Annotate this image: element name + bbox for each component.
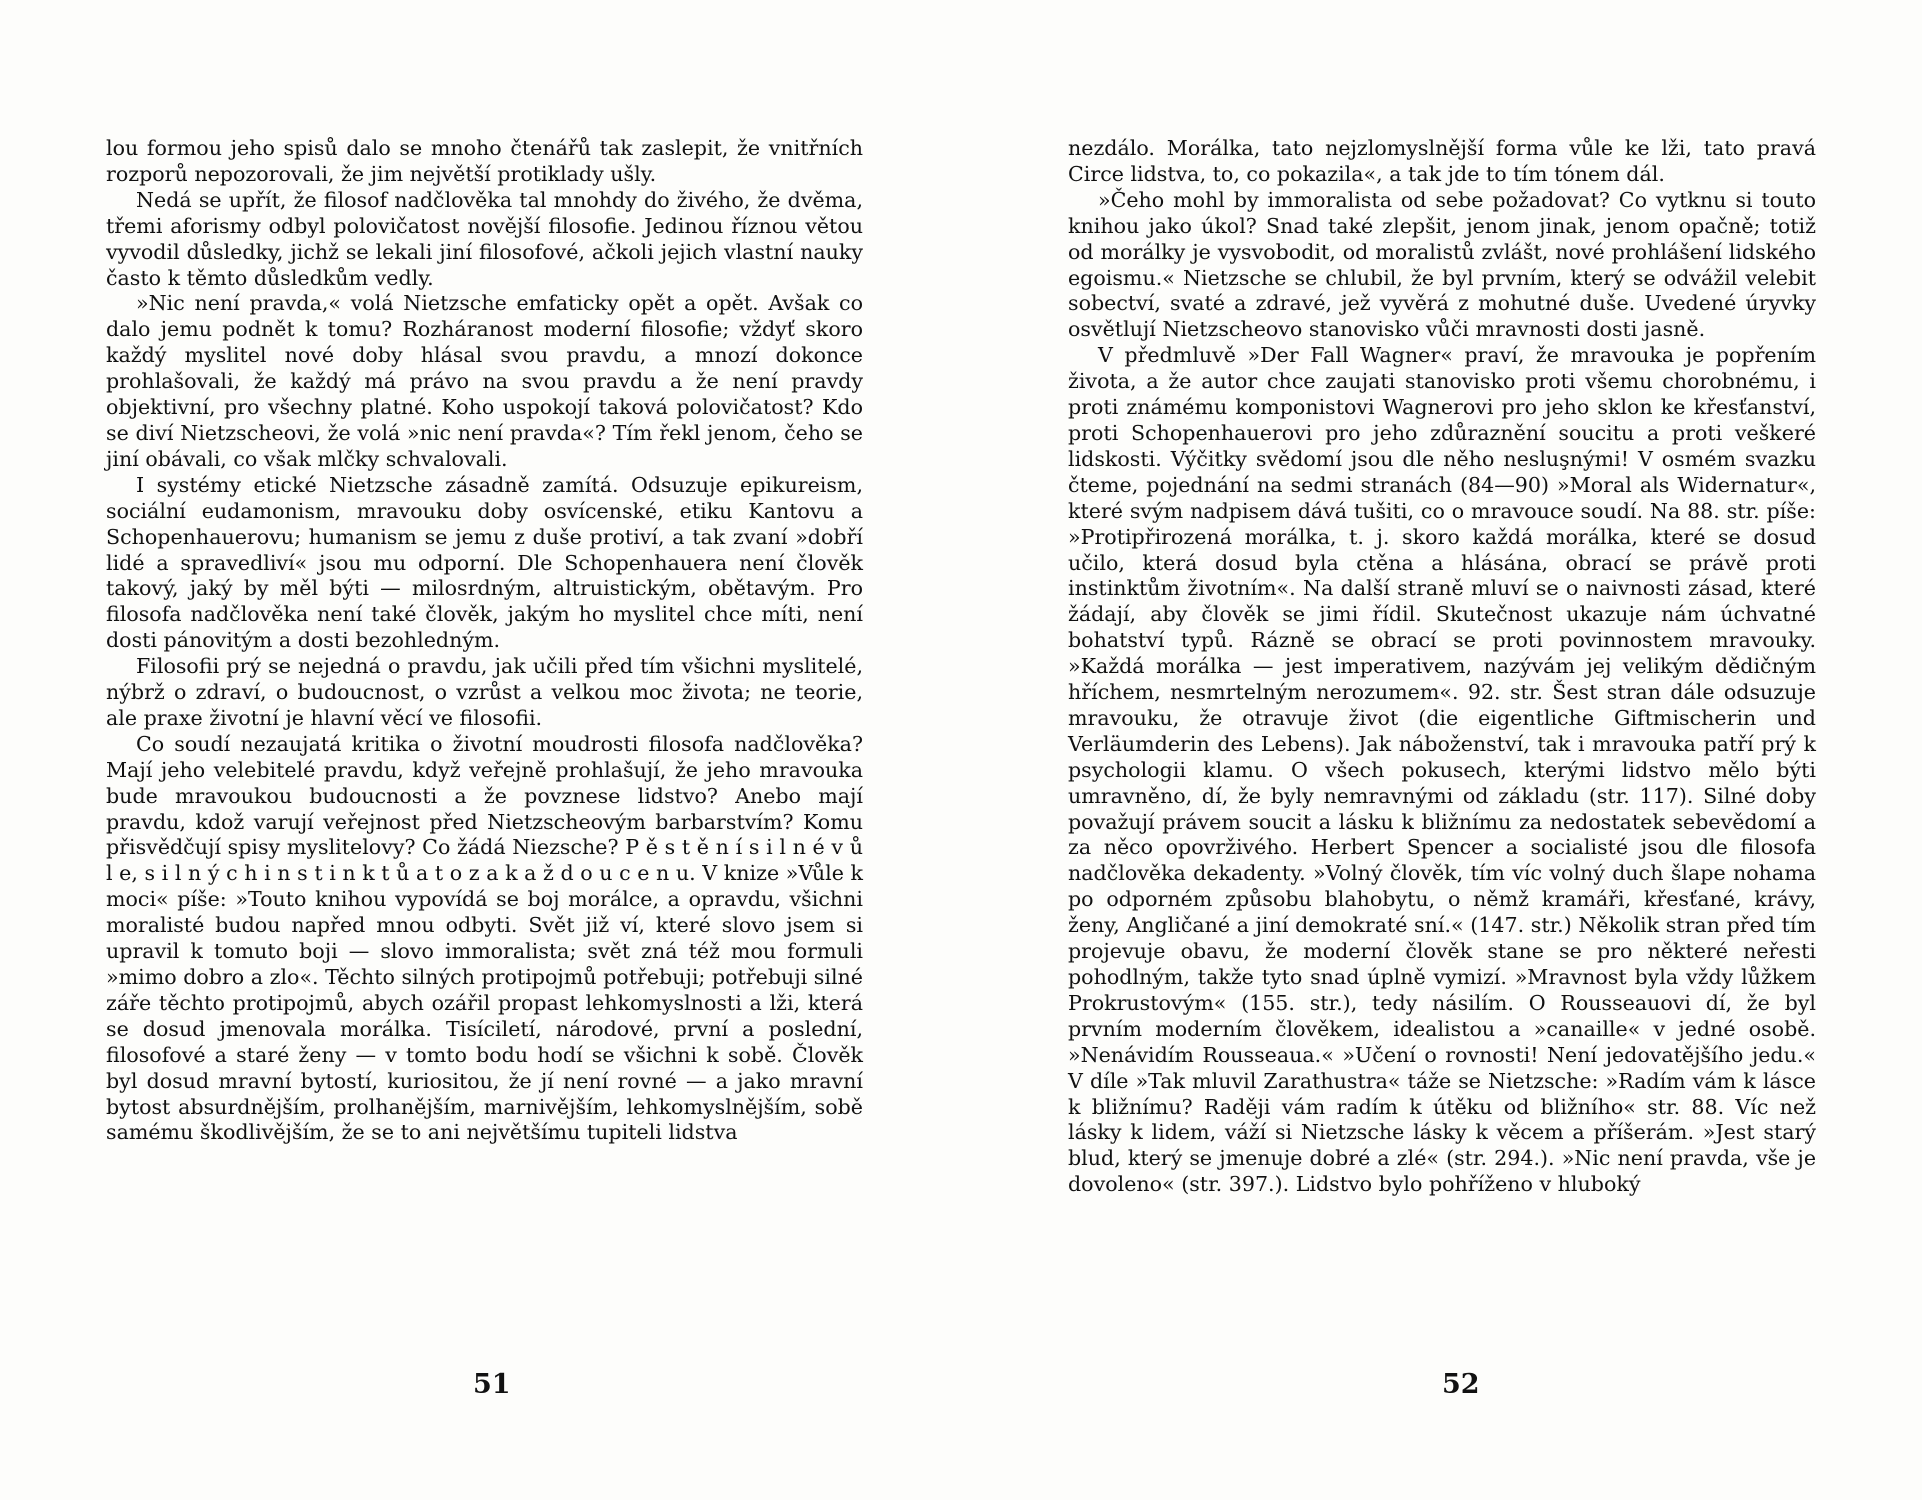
- left-page-number: 51: [473, 1369, 511, 1400]
- right-page-text: [1068, 136, 1816, 1198]
- left-paragraph-3: »Nic není pravda,« volá Nietzsche emfaticky opět a opět. Avšak co dalo jemu podnět k tomu? Rozháranost moderní filosofie; vždyť skoro každý myslitel nové doby hlásal svou pravdu, a mnozí dokonce prohlašovali, že každý má právo na svou pravdu a že není pravdy objektivní, pro všechny platné. Koho uspokojí taková polovičatost? Kdo se diví Nietzscheovi, že volá »nic není pravda«? Tím řekl jenom, čeho se jiní obávali, co však mlčky schvalovali.: [106, 291, 863, 471]
- right-page-number: 52: [1442, 1369, 1480, 1400]
- right-paragraph-1: nezdálo. Morálka, tato nejzlomyslnější forma vůle ke lži, tato pravá Circe lidstva, to, co pokazila«, a tak jde to tím tónem dál.: [1068, 136, 1816, 186]
- right-paragraph-3: V předmluvě »Der Fall Wagner« praví, že mravouka je popřením života, a že autor chce zaujati stanovisko proti všemu chorobnému, i proti známému komponistovi Wagnerovi pro jeho sklon ke křesťanství, proti Schopenhauerovi pro jeho zdůraznění soucitu a proti veškeré lidskosti. Výčitky svědomí jsou dle něho nesluşnými! V osmém svazku čteme, pojednání na sedmi stranách (84—90) »Moral als Widernatur«, které svým nadpisem dává tušiti, co o mravouce soudí. Na 88. str. píše: »Protipřirozená morálka, t. j. skoro každá morálka, které se dosud učilo, která dosud byla ctěna a hlásána, obrací se právě proti instinktům životním«. Na další straně mluví se o naivnosti zásad, které žádají, aby člověk se jimi řídil. Skutečnost ukazuje nám úchvatné bohatství typů. Rázně se obrací se proti povinnostem mravouky. »Každá morálka — jest imperativem, nazývám jej velikým dědičným hříchem, nesmrtelným nerozumem«. 92. str. Šest stran dále odsuzuje mravouku, že otravuje život (die eigentliche Giftmischerin und Verläumderin des Lebens). Jak náboženství, tak i mravouka patří prý k psychologii klamu. O všech pokusech, kterými lidstvo mělo býti umravněno, dí, že byly nemravnými od základu (str. 117). Silné doby považují právem soucit a lásku k bližnímu za nedostatek sebevědomí a za něco opovrživého. Herbert Spencer a socialisté jsou dle filosofa nadčlověka dekadenty. »Volný člověk, tím víc volný duch šlape nohama po odporném způsobu blahobytu, o němž kramáři, křesťané, krávy, ženy, Angličané a jiní demokraté sní.« (147. str.) Několik stran před tím projevuje obavu, že moderní člověk stane se pro některé neřesti pohodlným, takže tyto snad úplně vymizí. »Mravnost byla vždy lůžkem Prokrustovým« (155. str.), tedy násilím. O Rousseauovi dí, že byl prvním moderním člověkem, idealistou a »canaille« v jedné osobě. »Nenávidím Rousseaua.« »Učení o rovnosti! Není jedovatějšího jedu.« V díle »Tak mluvil Zarathustra« táže se Nietzsche: »Radím vám k lásce k bližnímu? Raději vám radím k útěku od bližního« str. 88. Víc než lásky k lidem, váží si Nietzsche lásky k věcem a příšerám. »Jest starý blud, který se jmenuje dobré a zlé« (str. 294.). »Nic není pravda, vše je dovoleno« (str. 397.). Lidstvo bylo pohříženo v hluboký: [1068, 343, 1816, 1197]
- right-paragraph-2: »Čeho mohl by immoralista od sebe požadovat? Co vytknu si touto knihou jako úkol? Snad také zlepšit, jenom jinak, jenom opačně; totiž od morálky je vysvobodit, od moralistů zvlášt, nové prohlášení lidského egoismu.« Nietzsche se chlubil, že byl prvním, který se odvážil velebit sobectví, svaté a zdravé, jež vyvěrá z mohutné duše. Uvedené úryvky osvětlují Nietzscheovo stanovisko vůči mravnosti dosti jasně.: [1068, 187, 1816, 342]
- left-paragraph-2: Nedá se upřít, že filosof nadčlověka tal mnohdy do živého, že dvěma, třemi aforismy odbyl polovičatost novější filosofie. Jedinou říznou větou vyvodil důsledky, jichž se lekali jiní filosofové, ačkoli jejich vlastní nauky často k těmto důsledkům vedly.: [106, 187, 863, 290]
- left-paragraph-1: lou formou jeho spisů dalo se mnoho čtenářů tak zaslepit, že vnitřních rozporů nepozorovali, že jim největší protiklady ušly.: [106, 136, 863, 186]
- left-paragraph-6: Co soudí nezaujatá kritika o životní moudrosti filosofa nadčlověka? Mají jeho velebitelé pravdu, když veřejně prohlašují, že jeho mravouka bude mravoukou budoucnosti a že povznese lidstvo? Anebo mají pravdu, kdož varují veřejnost před Nietzscheovým barbarstvím? Komu přisvědčují spisy myslitelovy? Co žádá Niezsche? P ě s t ě n í s i l n é v ů l e, s i l n ý c h i n s t i n k t ů a t o z a k a ž d o u c e n u. V knize »Vůle k moci« píše: »Touto knihou vypovídá se boj morálce, a opravdu, všichni moralisté budou napřed mnou odbyti. Svět již ví, které slovo jsem si upravil k tomuto boji — slovo immoralista; svět zná též mou formuli »mimo dobro a zlo«. Těchto silných protipojmů potřebuji; potřebuji silné záře těchto protipojmů, abych ozářil propast lehkomyslnosti a lži, která se dosud jmenovala morálka. Tisíciletí, národové, první a poslední, filosofové a staré ženy — v tomto bodu hodí se všichni k sobě. Člověk byl dosud mravní bytostí, kuriositou, že jí není rovné — a jako mravní bytost absurdnějším, prolhanějším, marnivějším, lehkomyslnějším, sobě samému škodlivějším, že se to ani největšímu tupiteli lidstva: [106, 731, 863, 1145]
- left-paragraph-4: I systémy etické Nietzsche zásadně zamítá. Odsuzuje epikureism, sociální eudamonism, mravouku doby osvícenské, etiku Kantovu a Schopenhauerovu; humanism se jemu z duše protiví, a tak zvaní »dobří lidé a spravedliví« jsou mu odporní. Dle Schopenhauera není člověk takový, jaký by měl býti — milosrdným, altruistickým, obětavým. Pro filosofa nadčlověka není také člověk, jakým ho myslitel chce míti, není dosti pánovitým a dosti bezohledným.: [106, 472, 863, 653]
- left-page-text: [106, 136, 863, 1146]
- left-paragraph-5: Filosofii prý se nejedná o pravdu, jak učili před tím všichni myslitelé, nýbrž o zdraví, o budoucnost, o vzrůst a velkou moc života; ne teorie, ale praxe životní je hlavní věcí ve filosofii.: [106, 654, 863, 730]
- right-page: [961, 0, 1922, 1500]
